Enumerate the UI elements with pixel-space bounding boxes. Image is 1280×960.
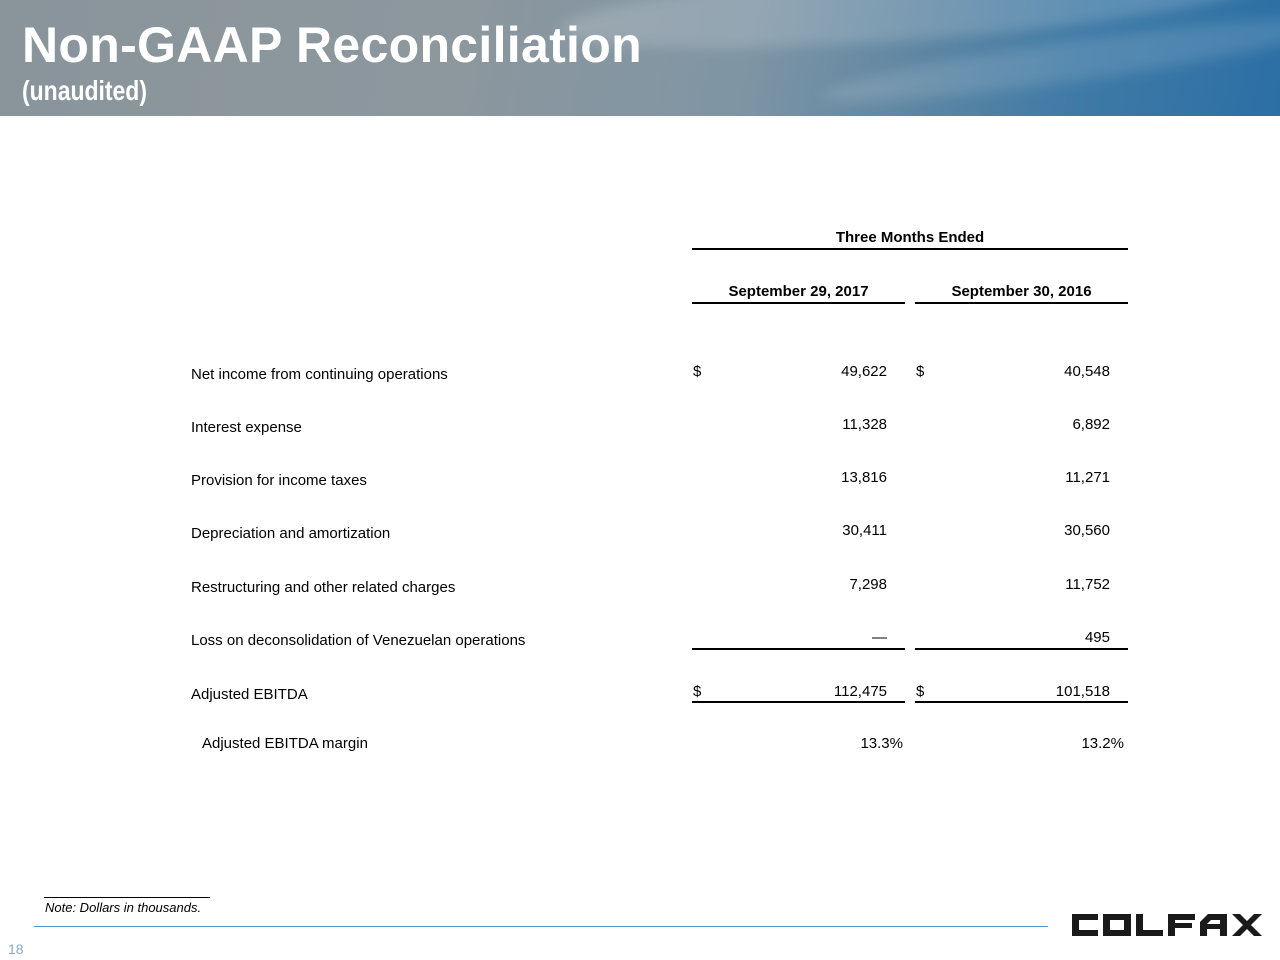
row-label-interest-expense: Interest expense bbox=[191, 419, 302, 436]
value-depreciation-2016: 30,560 bbox=[1064, 522, 1110, 539]
row-label-restructuring: Restructuring and other related charges bbox=[191, 579, 456, 596]
header-banner bbox=[0, 0, 1280, 116]
page-title: Non-GAAP Reconciliation bbox=[22, 17, 642, 73]
row-label-adjusted-ebitda: Adjusted EBITDA bbox=[191, 686, 308, 703]
row-label-venezuela-loss: Loss on deconsolidation of Venezuelan operations bbox=[191, 632, 526, 649]
value-venezuela-loss-2017: — bbox=[872, 629, 887, 646]
value-restructuring-2016: 11,752 bbox=[1065, 576, 1110, 593]
page-subtitle: (unaudited) bbox=[22, 75, 147, 106]
column-header-rule-2016 bbox=[915, 302, 1128, 304]
currency-symbol: $ bbox=[916, 683, 925, 700]
column-header-2017: September 29, 2017 bbox=[728, 283, 869, 300]
value-adjusted-ebitda-2016: 101,518 bbox=[1055, 683, 1110, 700]
column-header-rule-2017 bbox=[692, 302, 905, 304]
page-number: 18 bbox=[8, 941, 24, 957]
column-header-2016: September 30, 2016 bbox=[951, 283, 1092, 300]
row-label-net-income: Net income from continuing operations bbox=[191, 366, 448, 383]
footnote: Note: Dollars in thousands. bbox=[45, 900, 202, 915]
subtotal-rule-2017 bbox=[692, 648, 905, 650]
value-restructuring-2017: 7,298 bbox=[849, 576, 887, 593]
row-label-depreciation: Depreciation and amortization bbox=[191, 525, 391, 542]
colfax-logo bbox=[1070, 910, 1266, 940]
total-rule-2016 bbox=[915, 701, 1128, 703]
currency-symbol: $ bbox=[693, 683, 702, 700]
value-adjusted-ebitda-2017: 112,475 bbox=[833, 683, 887, 700]
note-rule bbox=[44, 897, 210, 898]
value-ebitda-margin-2017: 13.3% bbox=[860, 735, 903, 752]
group-header-rule bbox=[692, 248, 1128, 250]
currency-symbol: $ bbox=[916, 363, 925, 380]
value-income-taxes-2017: 13,816 bbox=[841, 469, 887, 486]
value-net-income-2016: 40,548 bbox=[1064, 363, 1110, 380]
subtotal-rule-2016 bbox=[915, 648, 1128, 650]
value-venezuela-loss-2016: 495 bbox=[1084, 629, 1110, 646]
value-interest-expense-2017: 11,328 bbox=[842, 416, 887, 433]
group-header: Three Months Ended bbox=[835, 229, 985, 246]
row-label-ebitda-margin: Adjusted EBITDA margin bbox=[202, 735, 368, 752]
value-ebitda-margin-2016: 13.2% bbox=[1081, 735, 1124, 752]
total-rule-2017 bbox=[692, 701, 905, 703]
value-income-taxes-2016: 11,271 bbox=[1065, 469, 1110, 486]
value-interest-expense-2016: 6,892 bbox=[1072, 416, 1110, 433]
footer-line bbox=[34, 926, 1048, 927]
value-depreciation-2017: 30,411 bbox=[842, 522, 887, 539]
row-label-income-taxes: Provision for income taxes bbox=[191, 472, 367, 489]
value-net-income-2017: 49,622 bbox=[841, 363, 887, 380]
currency-symbol: $ bbox=[693, 363, 702, 380]
